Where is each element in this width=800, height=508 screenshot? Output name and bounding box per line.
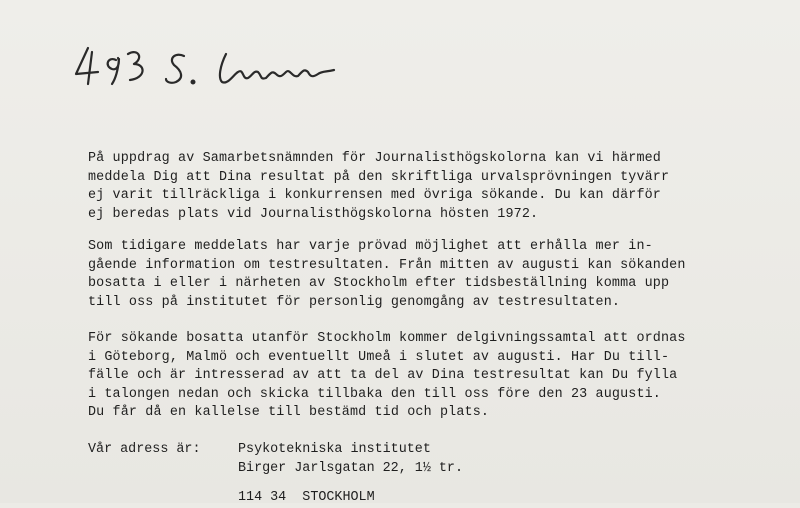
- text-line: till oss på institutet för personlig genomgång av testresultaten.: [88, 294, 621, 310]
- address-label: Vår adress är:: [88, 442, 201, 457]
- handwritten-annotation: [72, 38, 372, 98]
- paragraph-rejection: [88, 150, 788, 224]
- text-line: På uppdrag av Samarbetsnämnden för Journalisthögskolorna kan vi härmed: [88, 151, 661, 166]
- text-line: ej varit tillräckliga i konkurrensen med övriga sökande. Du kan därför: [88, 188, 661, 204]
- paragraph-outside-stockholm: [88, 330, 788, 423]
- address-block: [238, 441, 463, 508]
- text-line: ej beredas plats vid Journalisthögskolorna hösten 1972.: [88, 206, 539, 222]
- text-line: För sökande bosatta utanför Stockholm kommer delgivningssamtal att ordnas: [88, 331, 686, 346]
- address-line-institute: Psykotekniska institutet: [238, 442, 431, 457]
- text-line: i Göteborg, Malmö och eventuellt Umeå i slutet av augusti. Har Du till-: [88, 349, 670, 365]
- text-line: bosatta i eller i närheten av Stockholm efter tidsbeställning komma upp: [88, 276, 670, 292]
- address-line-postal: 114 34 STOCKHOLM: [238, 490, 375, 506]
- text-line: Du får då en kallelse till bestämd tid och plats.: [88, 405, 490, 421]
- text-line: i talongen nedan och skicka tillbaka den till oss före den 23 augusti.: [88, 386, 661, 402]
- text-line: meddela Dig att Dina resultat på den skriftliga urvalsprövningen tyvärr: [88, 169, 670, 185]
- address-line-street: Birger Jarlsgatan 22, 1½ tr.: [238, 460, 463, 476]
- text-line: fälle och är intresserad av att ta del av Dina testresultat kan Du fylla: [88, 368, 678, 384]
- text-line: gående information om testresultaten. Från mitten av augusti kan sökanden: [88, 257, 686, 273]
- paragraph-information: [88, 238, 788, 312]
- text-line: Som tidigare meddelats har varje prövad möjlighet att erhålla mer in-: [88, 239, 653, 254]
